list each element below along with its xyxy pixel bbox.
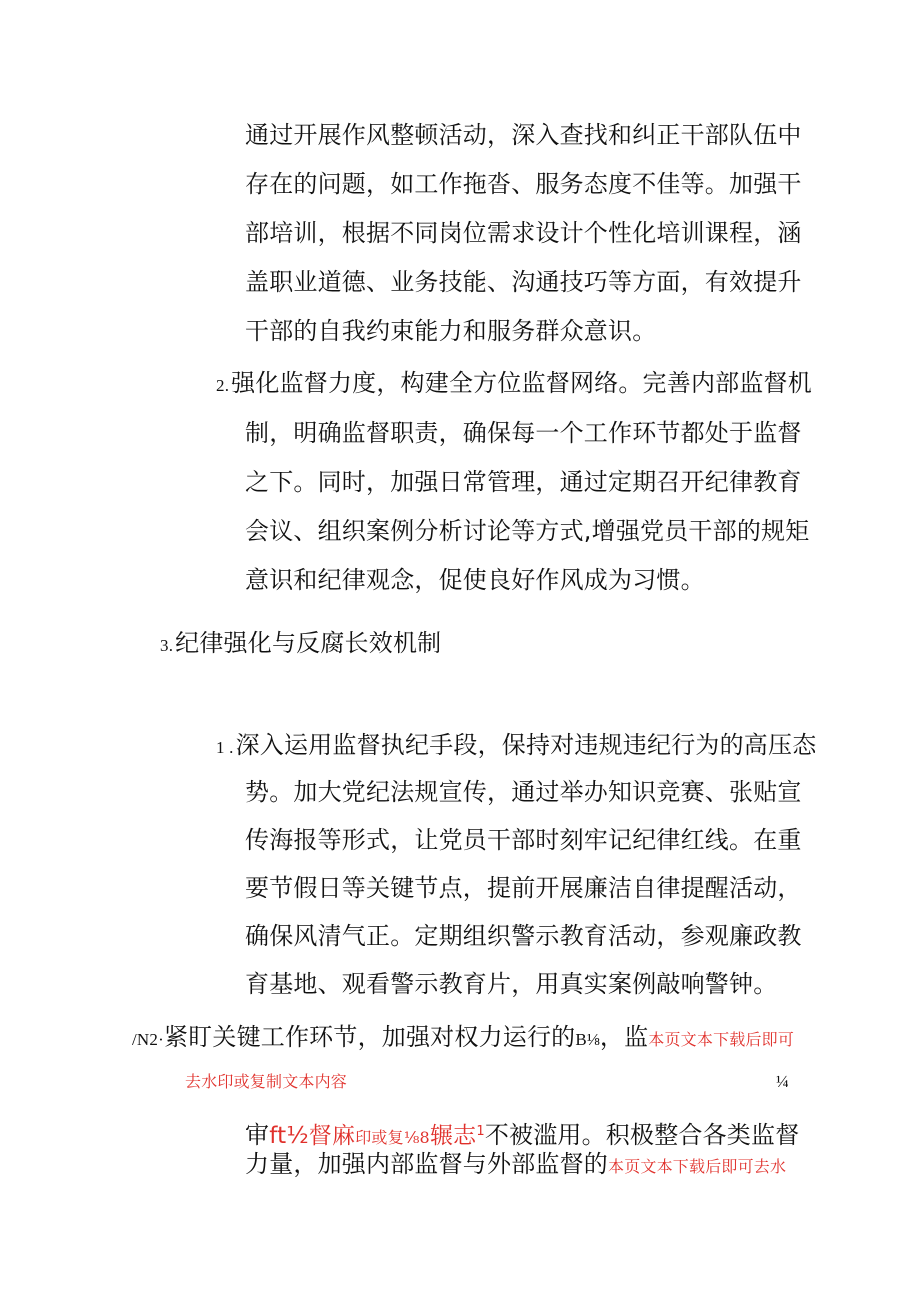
item-n2-prefix: /N2·: [132, 1030, 164, 1049]
page-mark-text: ¼: [776, 1072, 789, 1091]
last-paragraph-line-2: [245, 1149, 786, 1182]
item-n2-text-c: ，监: [599, 1023, 649, 1051]
item-2-line-5: 意识和纪律观念，促使良好作风成为习惯。: [245, 566, 705, 594]
page-mark: [776, 1064, 789, 1097]
last-line-1-b: 不被滥用。积极整合各类监督: [484, 1121, 800, 1149]
item-2-line-2: 制，明确监督职责，确保每一个工作环节都处于监督: [245, 419, 802, 447]
watermark-text-2: 去水印或复制文本内容: [185, 1072, 348, 1091]
item-1-line-6: 育基地、观看警示教育片，用真实案例敲响警钟。: [245, 970, 778, 998]
item-2-line-1: [216, 368, 812, 401]
watermark-text: 本页文本下载后即可: [648, 1030, 795, 1049]
item-1-line-4: 要节假日等关键节点，提前开展廉洁自律提醒活动，: [245, 874, 802, 902]
item-2-text: 强化监督力度，构建全方位监督网络。完善内部监督机: [231, 369, 812, 397]
item-1-text: 深入运用监督执纪手段，保持对违规违纪行为的高压态: [235, 731, 817, 759]
last-line-1-red-small: 印或复⅛8: [355, 1128, 430, 1147]
item-n2-text-a: 紧盯关键工作环节，加强对权力运行的: [163, 1023, 576, 1051]
last-line-1-red-big: ft½督麻: [269, 1123, 356, 1149]
section-3-number: 3.: [160, 636, 174, 655]
item-1-line-1: [216, 730, 816, 763]
last-line-1-red-big-2: 辗志: [429, 1123, 477, 1149]
item-2-line-4: 会议、组织案例分析讨论等方式,增强党员干部的规矩: [245, 517, 810, 545]
item-2-line-3: 之下。同时，加强日常管理，通过定期召开纪律教育: [245, 468, 802, 496]
item-1-line-3: 传海报等形式，让党员干部时刻牢记纪律红线。在重: [245, 826, 802, 854]
last-line-1-sup: 1: [476, 1124, 485, 1139]
item-n2-fragment: B⅛: [575, 1030, 600, 1049]
paragraph-1-line-4: 盖职业道德、业务技能、沟通技巧等方面，有效提升: [245, 268, 802, 296]
paragraph-1-line-2: 存在的问题，如工作拖沓、服务态度不佳等。加强干: [245, 170, 802, 198]
section-3-heading: [160, 628, 441, 661]
last-line-2-watermark: 本页文本下载后即可去水: [608, 1157, 787, 1176]
item-n2-line-1: [132, 1022, 794, 1055]
item-1-line-5: 确保风清气正。定期组织警示教育活动，参观廉政教: [245, 922, 802, 950]
item-2-number: 2.: [216, 376, 230, 395]
item-1-line-2: 势。加大党纪法规宣传，通过举办知识竞赛、张贴宣: [245, 778, 802, 806]
watermark-line-2: [185, 1064, 347, 1097]
paragraph-1-line-1: 通过开展作风整顿活动，深入查找和纠正干部队伍中: [245, 121, 802, 149]
item-1-number: 1 .: [216, 738, 234, 757]
last-paragraph-line-1: [245, 1117, 799, 1153]
paragraph-1-line-5: 干部的自我约束能力和服务群众意识。: [245, 317, 657, 345]
paragraph-1-line-3: 部培训，根据不同岗位需求设计个性化培训课程，涵: [245, 219, 802, 247]
last-line-2-a: 力量，加强内部监督与外部监督的: [245, 1150, 608, 1178]
last-line-1-a: 审: [245, 1121, 270, 1149]
section-3-title: 纪律强化与反腐长效机制: [175, 629, 442, 657]
